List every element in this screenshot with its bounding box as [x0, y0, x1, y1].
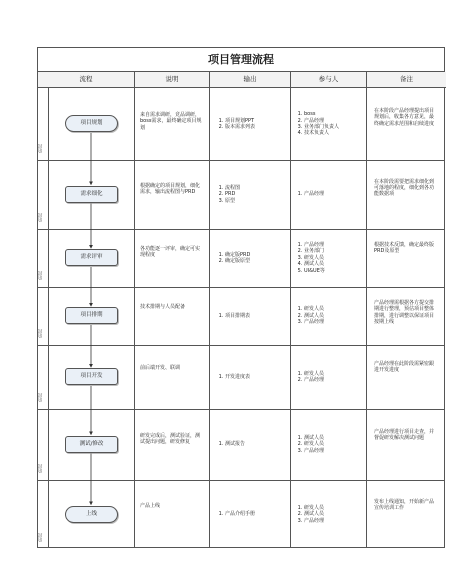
step-participants-item: 3. 研发人员 — [304, 255, 363, 261]
step-participants-item: 2. 测试人员 — [304, 313, 363, 319]
step-outputs-item: 2. 确定版原型 — [225, 258, 286, 264]
step-participants-item: 2. 研发人员 — [304, 441, 363, 447]
flow-step: 项目规划 — [65, 115, 118, 132]
step-participants-item: 1. 研发人员 — [304, 505, 363, 511]
process-table — [37, 47, 445, 548]
step-participants-item: 1. 产品经理 — [304, 191, 363, 197]
step-note: 在本阶段产品经理提出项目规划后，收集各方意见，最终确定需求范围和启续进度 — [374, 108, 435, 127]
step-participants-item: 2. 业务部门 — [304, 248, 363, 254]
lane-label: 阶段 — [38, 144, 43, 153]
step-note: 在本阶段需要把需求细化到可落地的程度，细化到各功能数据项 — [374, 178, 435, 198]
lane-label: 阶段 — [38, 329, 43, 338]
step-outputs-item: 1. 项目排期表 — [225, 313, 286, 319]
lane-label: 阶段 — [38, 213, 43, 222]
step-note: 根据技术反馈，确定最终版PRD及原型 — [374, 242, 435, 255]
step-participants-item: 2. 产品经理 — [304, 377, 363, 383]
step-note: 产品经理进行项目走查，并督促研发解决测试问题 — [374, 428, 435, 441]
step-participants-item: 4. 技术负责人 — [304, 130, 363, 136]
flow-step: 项目排期 — [65, 307, 118, 324]
header-flow: 流程 — [38, 72, 135, 88]
lane-label: 阶段 — [38, 464, 43, 473]
header-notes: 备注 — [367, 72, 446, 88]
flow-step: 上线 — [65, 506, 118, 523]
step-description: 技术排期与人员配备 — [140, 304, 186, 310]
page-title: 项目管理流程 — [38, 48, 444, 72]
header-description: 说明 — [135, 72, 210, 88]
step-participants-item: 1. 产品经理 — [304, 242, 363, 248]
step-participants-item: 1. 研发人员 — [304, 306, 363, 312]
header-participants: 参与人 — [291, 72, 367, 88]
flow-step: 需求评审 — [65, 249, 118, 266]
step-outputs-item: 2. 版本需求列表 — [225, 124, 286, 130]
header-output: 输出 — [210, 72, 291, 88]
lane-label: 阶段 — [38, 271, 43, 280]
step-participants-item: 2. 产品经理 — [304, 118, 363, 124]
step-outputs-item: 1. 产品介绍手册 — [225, 511, 286, 517]
step-description: 产品上线 — [140, 502, 161, 509]
step-outputs-item: 2. PRD — [225, 191, 286, 197]
step-outputs-item: 1. 项目规划PPT — [225, 118, 286, 124]
flow-step: 需求细化 — [65, 186, 118, 203]
step-participants-item: 1. 测试人员 — [304, 435, 363, 441]
step-note: 产品经理需根据各方提交排期进行整理，预估项目整体排期，进行调整以保证项目按期上线 — [374, 300, 435, 326]
step-description: 各功能逐一评审，确定可实现程度 — [140, 246, 201, 259]
step-participants-item: 3. 产品经理 — [304, 518, 363, 524]
step-participants-item: 4. 测试人员 — [304, 261, 363, 267]
step-note: 发布上线通知，开始新产品宣传培训工作 — [374, 498, 435, 511]
step-participants-item: 5. UI&UE等 — [304, 268, 363, 274]
step-participants-item: 1. 研发人员 — [304, 371, 363, 377]
lane-label: 阶段 — [38, 533, 43, 542]
flow-arrows — [38, 48, 446, 549]
step-description: 来自需求调研，竞品调研，boss需求，最终确定项目规划 — [140, 112, 202, 131]
lane-label: 阶段 — [38, 393, 43, 402]
step-participants-item: 3. 产品经理 — [304, 319, 363, 325]
step-participants-item: 3. 产品经理 — [304, 448, 363, 454]
step-outputs-item: 1. 确定版PRD — [225, 252, 286, 258]
step-participants-item: 3. 业务部门负责人 — [304, 124, 363, 130]
step-description: 根据确定的项目规划，细化需求，输出流程图与PRD — [140, 182, 201, 195]
step-outputs-item: 1. 开发进度表 — [225, 374, 286, 380]
step-outputs-item: 3. 原型 — [225, 198, 286, 204]
flow-step: 测试/修改 — [65, 436, 118, 453]
step-note: 产品经理在此阶段需紧密跟进开发进度 — [374, 361, 435, 374]
step-participants-item: 1. boss — [304, 111, 363, 117]
step-description: 研发完成后，测试验证，测试提出问题，研发修复 — [140, 432, 201, 445]
step-participants-item: 2. 测试人员 — [304, 511, 363, 517]
step-outputs-item: 1. 流程图 — [225, 185, 286, 191]
flow-step: 项目开发 — [65, 368, 118, 385]
step-outputs-item: 1. 测试报告 — [225, 441, 286, 447]
step-description: 前后端开发、联调 — [140, 365, 181, 371]
